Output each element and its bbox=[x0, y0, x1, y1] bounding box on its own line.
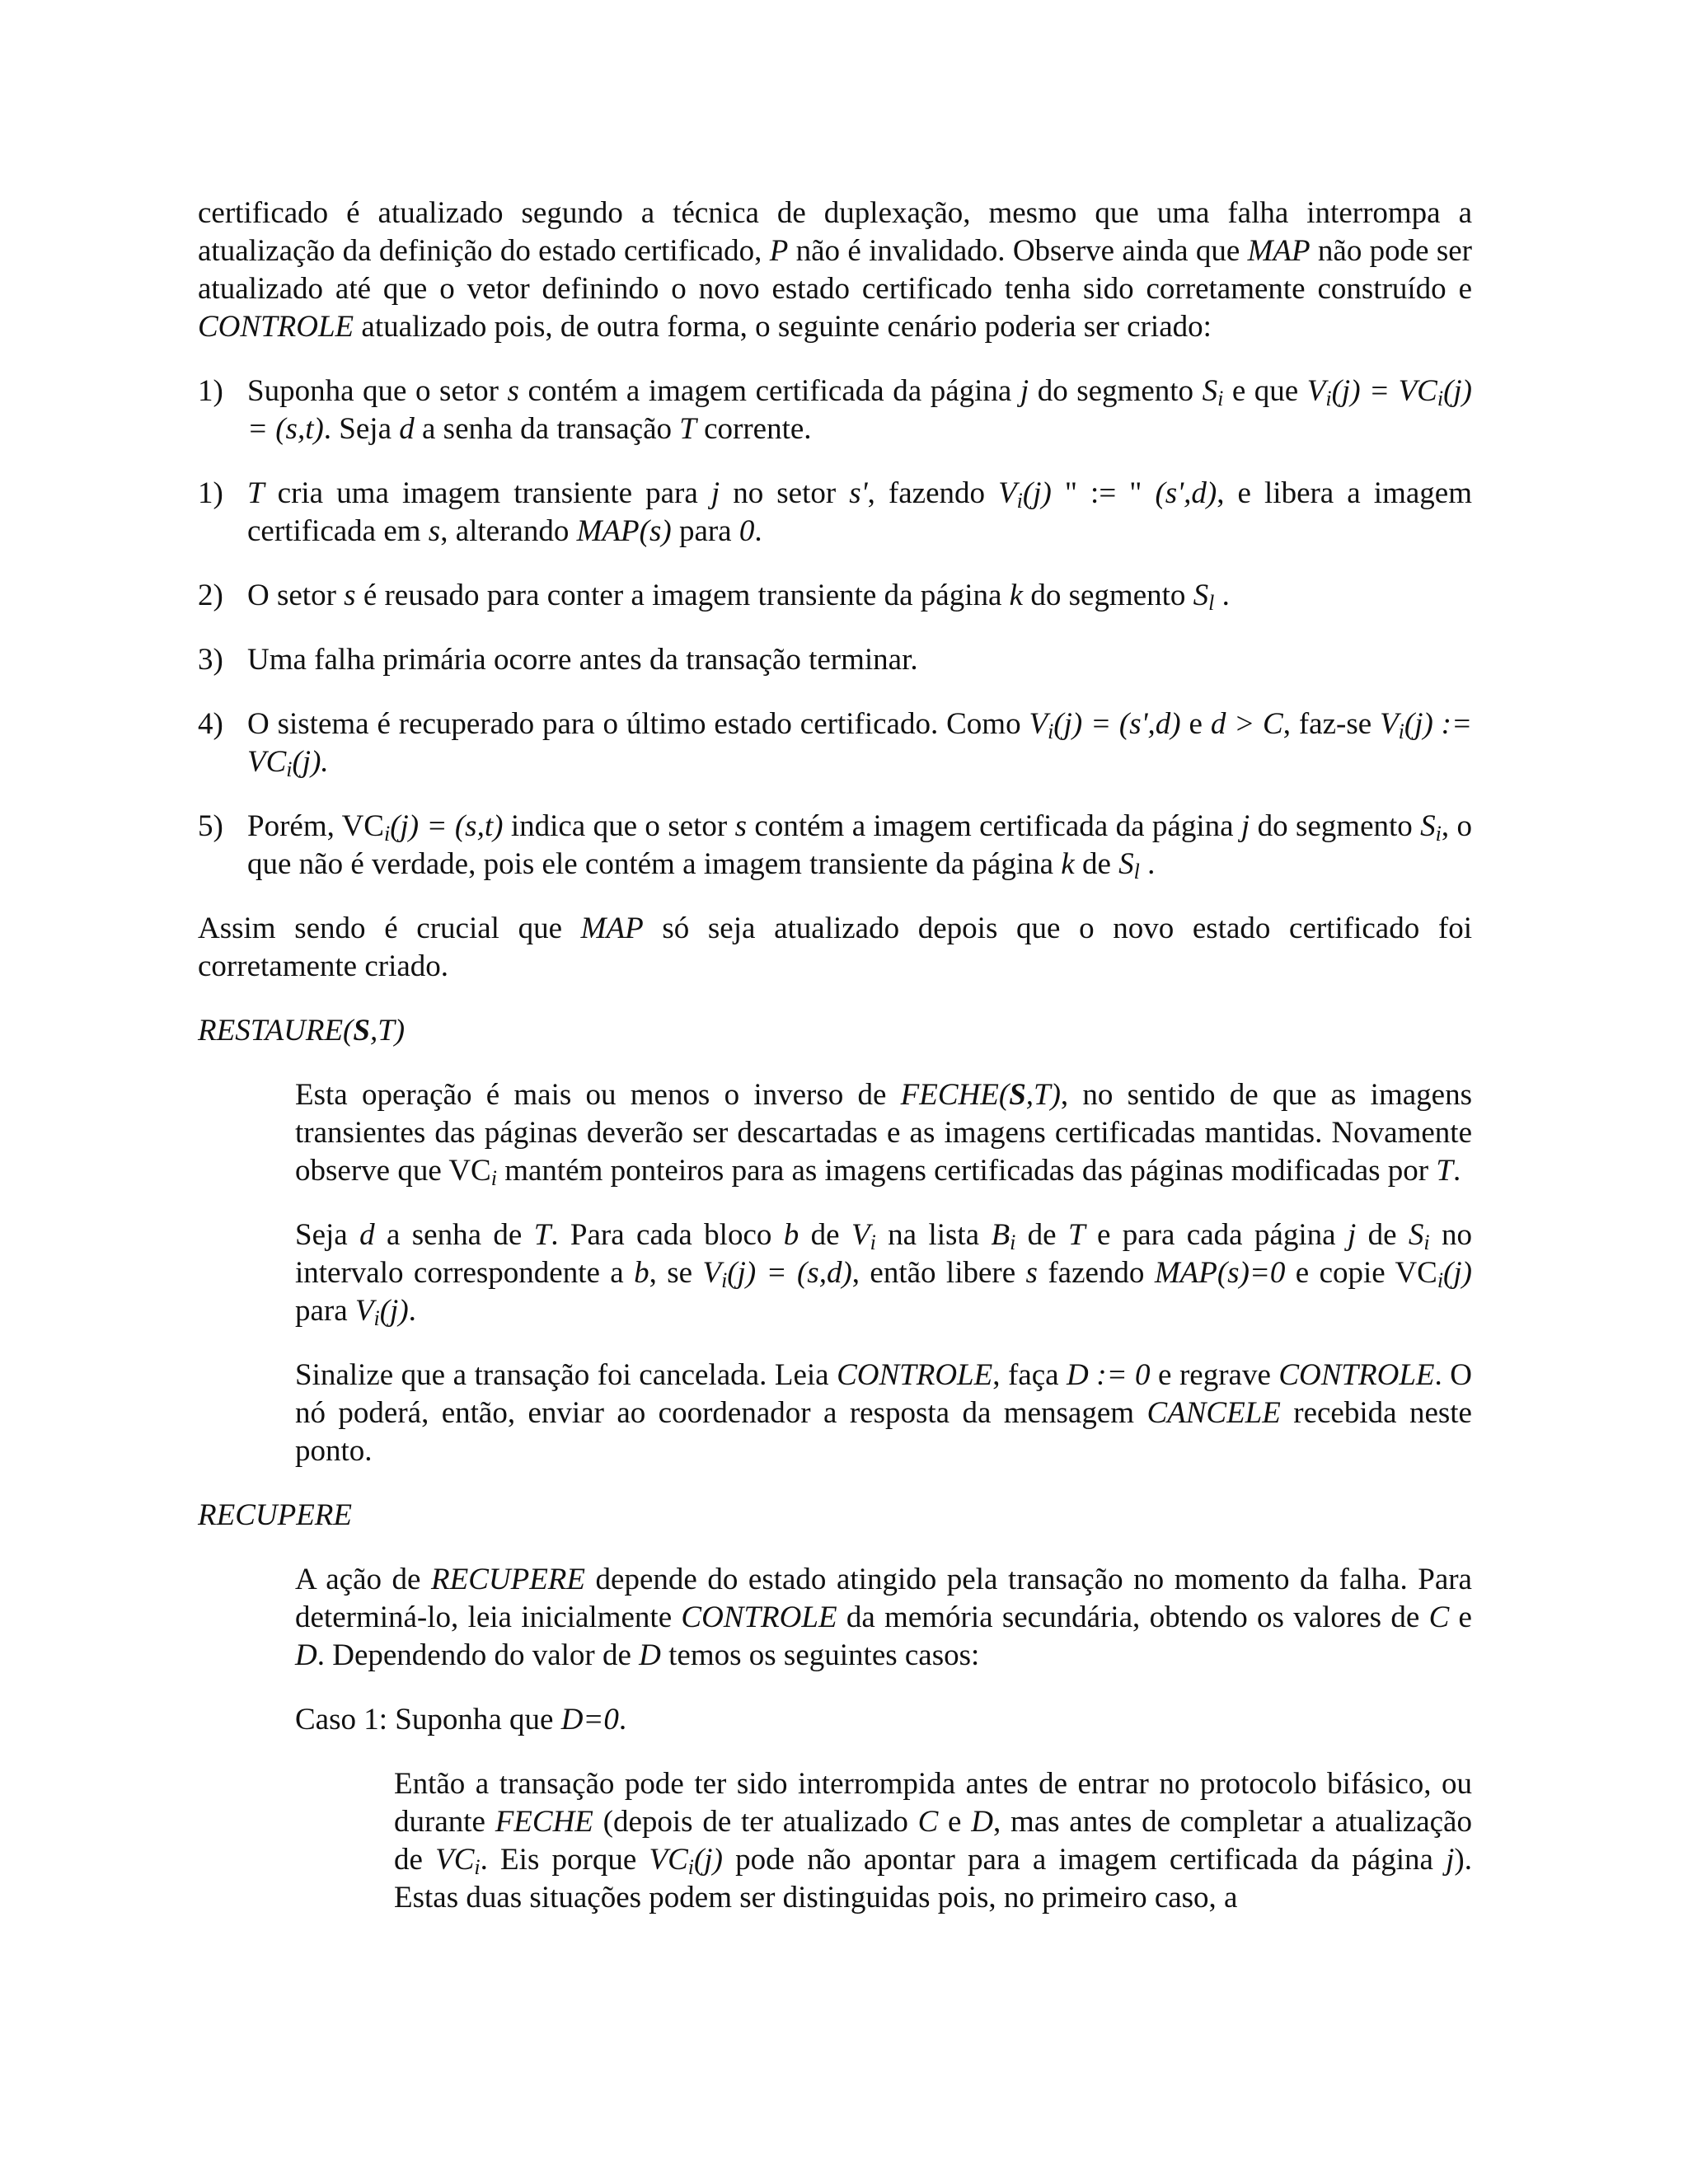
document-page bbox=[198, 194, 1472, 1917]
caso-1-heading: Caso 1: Suponha que D=0. bbox=[295, 1703, 627, 1736]
list-item: 3) Uma falha primária ocorre antes da transação terminar. bbox=[198, 643, 918, 677]
assim-paragraph: Assim sendo é crucial que MAP só seja atualizado depois que o novo estado certificado foi corretamente criado. bbox=[198, 912, 1472, 983]
list-item: 4) O sistema é recuperado para o último estado certificado. Como $V_i(j) = (s',d)$ e d > C, faz-se $V_i(j)$ := $VC_i(j)$. bbox=[198, 707, 1472, 781]
recupere-heading: RECUPERE bbox=[198, 1498, 353, 1532]
list-item: 2) O setor s é reusado para conter a imagem transiente da página k do segmento $S_l$ . bbox=[198, 579, 1230, 615]
intro-paragraph: certificado é atualizado segundo a técnica de duplexação, mesmo que uma falha interrompa a atualização da definição do estado certificado, P não é invalidado. Observe ainda que MAP não pode ser atualizado até que o vetor definindo o novo estado certificado tenha sido corretamente construído e CONTROLE atualizado pois, de outra forma, o seguinte cenário poderia ser criado: bbox=[198, 196, 1472, 344]
caso-1-paragraph: Então a transação pode ter sido interrompida antes de entrar no protocolo bifásico, ou durante FECHE (depois de ter atualizado C e D, mas antes de completar a atualização de $VC_i$. Eis porque $VC_i(j)$ pode não apontar para a imagem certificada da página j). Estas duas situações podem ser distinguidas pois, no primeiro caso, a bbox=[394, 1767, 1472, 1915]
restaure-paragraph-3: Sinalize que a transação foi cancelada. Leia CONTROLE, faça D := 0 e regrave CONTROLE. O nó poderá, então, enviar ao coordenador a resposta da mensagem CANCELE recebida neste ponto. bbox=[295, 1358, 1472, 1468]
recupere-paragraph-1: A ação de RECUPERE depende do estado atingido pela transação no momento da falha. Para determiná-lo, leia inicialmente CONTROLE da memória secundária, obtendo os valores de C e D. Dependendo do valor de D temos os seguintes casos: bbox=[295, 1563, 1472, 1672]
restaure-paragraph-2: Seja d a senha de T. Para cada bloco b de $V_i$ na lista $B_i$ de T e para cada página j de $S_i$ no intervalo correspondente a b, se $V_i(j) = (s,d)$, então libere s fazendo MAP(s)=0 e copie $VC_i(j)$ para $V_i(j)$. bbox=[295, 1218, 1472, 1330]
restaure-heading: RESTAURE(S,T) bbox=[198, 1014, 406, 1047]
list-item: 5) Porém, $VC_i(j) = (s,t)$ indica que o setor s contém a imagem certificada da página j do segmento $S_i$, o que não é verdade, pois ele contém a imagem transiente da página k de $S_l$ . bbox=[198, 809, 1473, 883]
list-item: 1) Suponha que o setor s contém a imagem certificada da página j do segmento $S_i$ e que $V_i(j) = VC_i(j) = (s,t)$. Seja d a senha da transação T corrente. bbox=[198, 374, 1472, 446]
list-item: 1) T cria uma imagem transiente para j no setor s', fazendo $V_i(j)$ " := " (s',d), e libera a imagem certificada em s, alterando MAP(s) para 0. bbox=[198, 476, 1472, 548]
restaure-paragraph-1: Esta operação é mais ou menos o inverso de FECHE(S,T), no sentido de que as imagens transientes das páginas deverão ser descartadas e as imagens certificadas mantidas. Novamente observe que $VC_i$ mantém ponteiros para as imagens certificadas das páginas modificadas por T. bbox=[295, 1078, 1472, 1190]
